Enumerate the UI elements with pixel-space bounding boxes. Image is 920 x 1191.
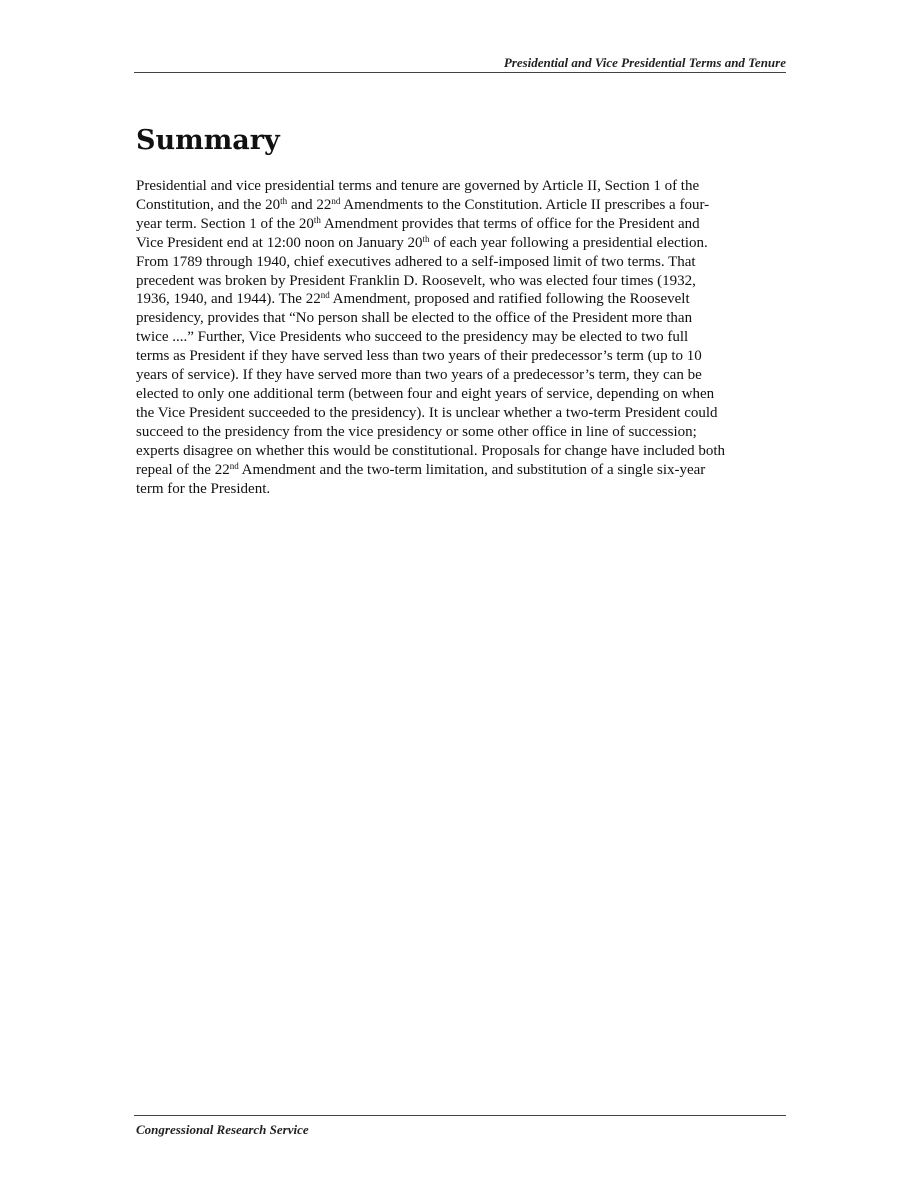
text-run: 1936, 1940, and 1944). The 22 <box>136 291 321 308</box>
text-run: twice ....” Further, Vice Presidents who succeed to the presidency may be elected to two full <box>136 329 689 346</box>
summary-line <box>136 215 786 234</box>
text-run: experts disagree on whether this would be constitutional. Proposals for change have included both <box>136 442 726 459</box>
summary-line <box>136 404 786 423</box>
text-run: and 22 <box>287 196 332 213</box>
text-run: presidency, provides that “No person shall be elected to the office of the President more than <box>136 310 693 327</box>
text-run: of each year following a presidential election. <box>429 234 708 251</box>
ordinal-superscript: th <box>280 195 288 206</box>
running-title: Presidential and Vice Presidential Terms and Tenure <box>503 55 786 70</box>
text-run: terms as President if they have served less than two years of their predecessor’s term (up to 10 <box>136 348 702 365</box>
summary-line <box>136 423 786 442</box>
summary-line <box>136 442 786 461</box>
text-run: Presidential and vice presidential terms and tenure are governed by Article II, Section 1 of the <box>136 178 700 194</box>
text-run: Constitution, and the 20 <box>136 196 281 213</box>
summary-line <box>136 385 786 404</box>
summary-line <box>136 328 786 347</box>
summary-line <box>136 366 786 385</box>
summary-line <box>136 347 786 366</box>
text-run: Amendment provides that terms of office for the President and <box>320 215 700 232</box>
text-run: Vice President end at 12:00 noon on January 20 <box>136 234 423 251</box>
summary-line <box>136 480 786 499</box>
page-footer <box>134 1115 786 1138</box>
text-run: the Vice President succeeded to the presidency). It is unclear whether a two-term President could <box>136 404 718 421</box>
section-heading: Summary <box>136 125 280 156</box>
summary-line <box>136 234 786 253</box>
text-run: Amendment, proposed and ratified following the Roosevelt <box>329 291 690 308</box>
text-run: Amendment and the two-term limitation, and substitution of a single six-year <box>238 461 706 478</box>
text-run: years of service). If they have served more than two years of a predecessor’s term, they can be <box>136 367 702 384</box>
summary-line <box>136 461 786 480</box>
text-run: succeed to the presidency from the vice presidency or some other office in line of succession; <box>136 423 697 440</box>
text-run: elected to only one additional term (between four and eight years of service, depending on when <box>136 385 715 402</box>
ordinal-superscript: nd <box>229 460 239 471</box>
summary-line <box>136 177 786 196</box>
ordinal-superscript: th <box>422 233 430 244</box>
footer-publisher: Congressional Research Service <box>136 1122 309 1137</box>
ordinal-superscript: nd <box>331 195 341 206</box>
summary-line <box>136 253 786 272</box>
summary-paragraph <box>136 177 786 498</box>
summary-line <box>136 309 786 328</box>
summary-line <box>136 290 786 309</box>
summary-line <box>136 196 786 215</box>
text-run: term for the President. <box>136 480 271 497</box>
ordinal-superscript: nd <box>320 290 330 301</box>
text-run: repeal of the 22 <box>136 461 230 478</box>
text-run: From 1789 through 1940, chief executives adhered to a self-imposed limit of two terms. That <box>136 253 696 270</box>
page-header <box>134 54 786 73</box>
text-run: year term. Section 1 of the 20 <box>136 215 314 232</box>
text-run: precedent was broken by President Franklin D. Roosevelt, who was elected four times (1932, <box>136 272 696 289</box>
text-run: Amendments to the Constitution. Article II prescribes a four- <box>340 196 710 213</box>
ordinal-superscript: th <box>313 214 321 225</box>
summary-line <box>136 272 786 291</box>
